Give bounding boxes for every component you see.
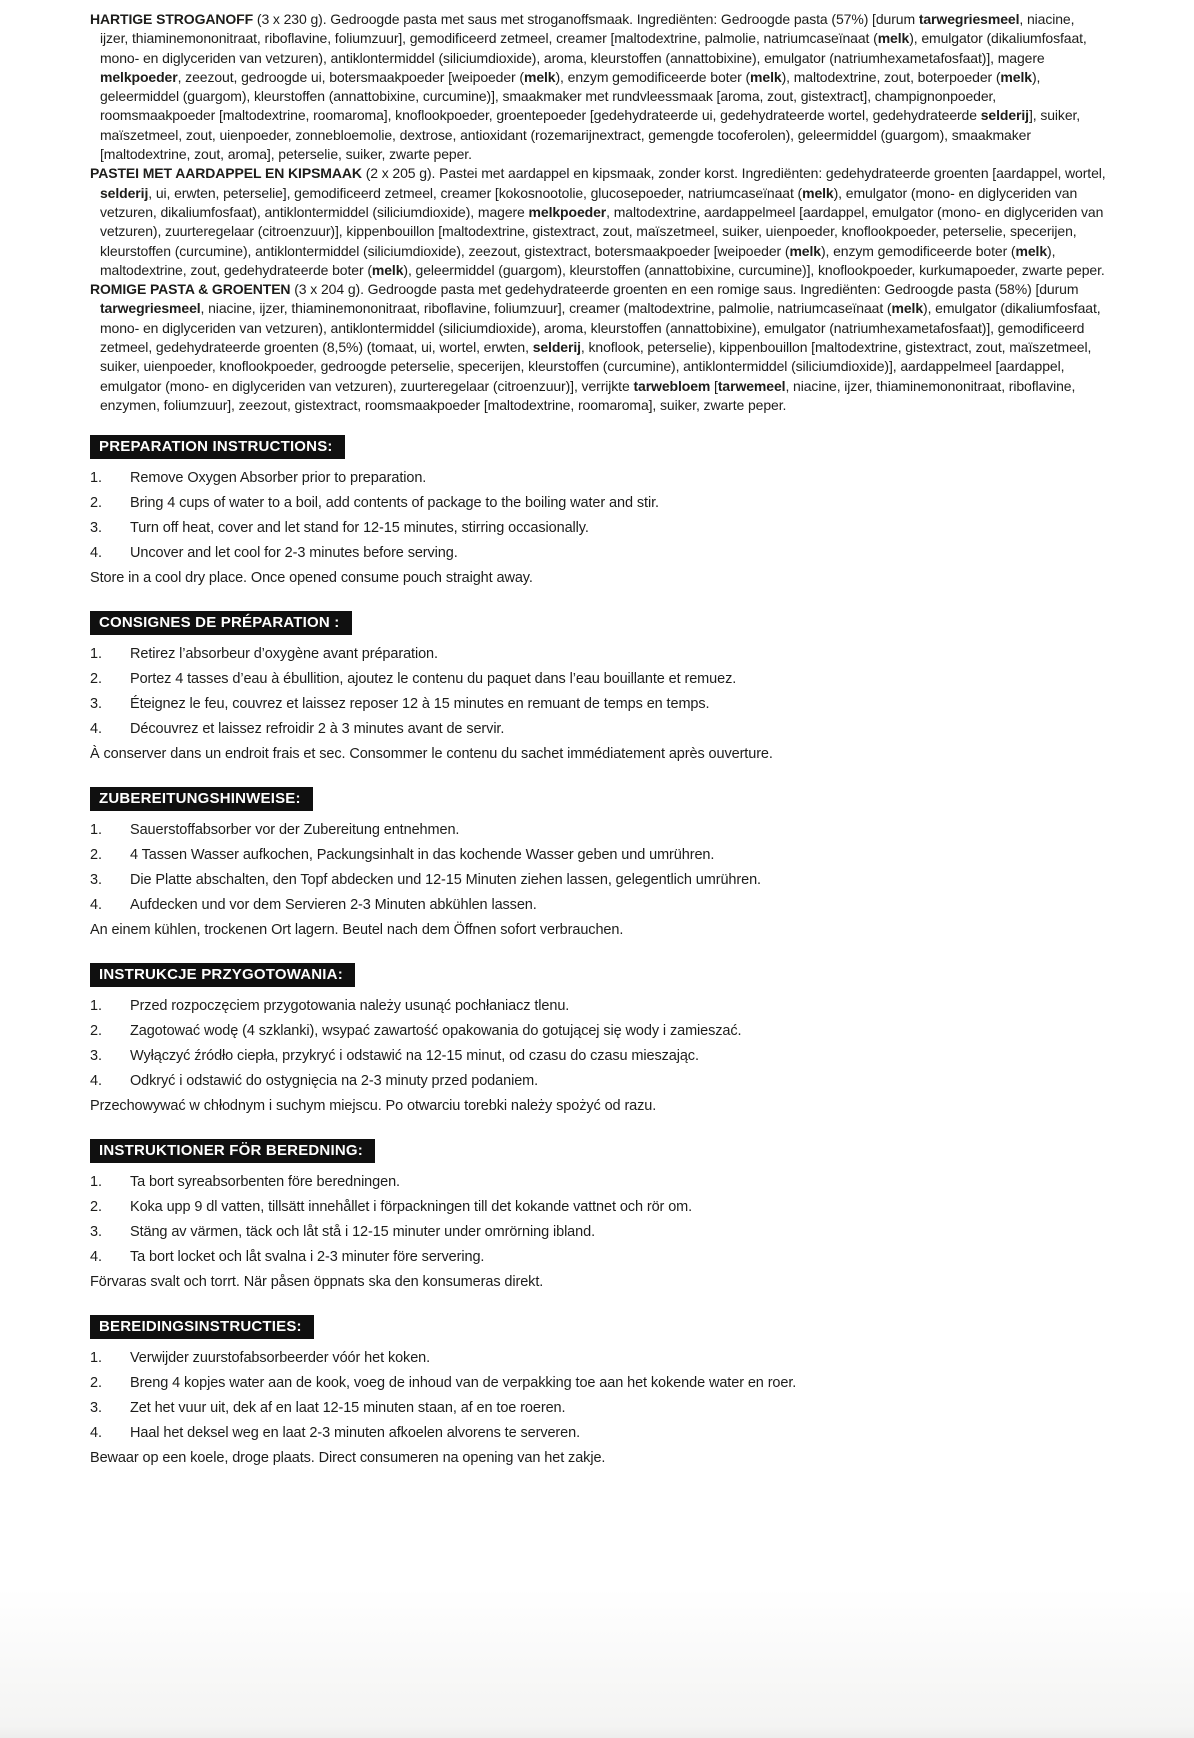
instruction-step bbox=[90, 516, 1106, 541]
instruction-step bbox=[90, 818, 1106, 843]
step-number: 4. bbox=[90, 721, 102, 738]
step-text: 4 Tassen Wasser aufkochen, Packungsinhalt in das kochende Wasser geben und umrühren. bbox=[130, 847, 715, 864]
step-text: Zet het vuur uit, dek af en laat 12-15 minuten staan, af en toe roeren. bbox=[130, 1400, 566, 1417]
instruction-step bbox=[90, 1170, 1106, 1195]
instruction-step bbox=[90, 1245, 1106, 1270]
step-number: 4. bbox=[90, 545, 102, 562]
instruction-step bbox=[90, 491, 1106, 516]
step-number: 1. bbox=[90, 470, 102, 487]
section-header-bar bbox=[90, 611, 352, 635]
product-ingredients-paragraph-hartige-stroganoff: HARTIGE STROGANOFF (3 x 230 g). Gedroogde pasta met saus met stroganoffsmaak. Ingrediënten: Gedroogde pasta (57%) [durum tarwegriesmeel, niacine, ijzer, thiaminemononitraat, riboflavine, foliumzuur], gemodificeerd zetmeel, creamer [maltodextrine, palmolie, natriumcaseïnaat (melk), emulgator (dikaliumfosfaat, mono- en diglyceriden van vetzuren), antiklontermiddel (siliciumdioxide), aroma, kleurstoffen (annattobixine), emulgator (natriumhexametafosfaat)], magere melkpoeder, zeezout, gedroogde ui, botersmaakpoeder [weipoeder (melk), enzym gemodificeerde boter (melk), maltodextrine, zout, boterpoeder (melk), geleermiddel (guargom), kleurstoffen (annattobixine, curcumine)], smaakmaker met rundvleessmaak [aroma, zout, gistextract], champignonpoeder, roomsmaakpoeder [maltodextrine, roomaroma], knoflookpoeder, groentepoeder [gedehydrateerde ui, gedehydrateerde wortel, gedehydrateerde selderij], suiker, maïszetmeel, zout, uienpoeder, zonnebloemolie, dextrose, antioxidant (rozemarijnextract, gemengde tocoferolen), geleermiddel (guargom), smaakmaker [maltodextrine, zout, aroma], peterselie, suiker, zwarte peper. bbox=[90, 11, 1087, 163]
step-number: 4. bbox=[90, 1249, 102, 1266]
step-number: 2. bbox=[90, 1199, 102, 1216]
instruction-step bbox=[90, 893, 1106, 918]
step-text: Verwijder zuurstofabsorbeerder vóór het koken. bbox=[130, 1350, 431, 1367]
step-number: 4. bbox=[90, 897, 102, 914]
ingredients-paragraphs bbox=[90, 10, 1106, 415]
section-header-label: PREPARATION INSTRUCTIONS: bbox=[99, 438, 333, 456]
instruction-step bbox=[90, 1220, 1106, 1245]
step-text: Przed rozpoczęciem przygotowania należy usunąć pochłaniacz tlenu. bbox=[130, 998, 570, 1015]
instruction-step bbox=[90, 1044, 1106, 1069]
instructions-section-nl bbox=[90, 1315, 1106, 1471]
step-text: Portez 4 tasses d’eau à ébullition, ajoutez le contenu du paquet dans l’eau bouillante et remuez. bbox=[130, 671, 737, 688]
step-text: Koka upp 9 dl vatten, tillsätt innehållet i förpackningen till det kokande vattnet och rör om. bbox=[130, 1199, 693, 1216]
storage-note: Förvaras svalt och torrt. När påsen öppnats ska den konsumeras direkt. bbox=[90, 1274, 544, 1291]
section-header-label: BEREIDINGSINSTRUCTIES: bbox=[99, 1318, 302, 1336]
section-header-label: INSTRUKTIONER FÖR BEREDNING: bbox=[99, 1142, 363, 1160]
step-number: 4. bbox=[90, 1425, 102, 1442]
instruction-step bbox=[90, 994, 1106, 1019]
step-text: Stäng av värmen, täck och låt stå i 12-15 minuter under omrörning ibland. bbox=[130, 1224, 596, 1241]
step-text: Bring 4 cups of water to a boil, add contents of package to the boiling water and stir. bbox=[130, 495, 659, 512]
step-number: 2. bbox=[90, 1375, 102, 1392]
section-header-label: ZUBEREITUNGSHINWEISE: bbox=[99, 790, 301, 808]
instruction-step bbox=[90, 843, 1106, 868]
step-text: Aufdecken und vor dem Servieren 2-3 Minuten abkühlen lassen. bbox=[130, 897, 537, 914]
step-number: 2. bbox=[90, 847, 102, 864]
storage-note: An einem kühlen, trockenen Ort lagern. Beutel nach dem Öffnen sofort verbrauchen. bbox=[90, 922, 624, 939]
instruction-step bbox=[90, 1371, 1106, 1396]
instructions-section-pl bbox=[90, 963, 1106, 1119]
section-header-bar bbox=[90, 1315, 314, 1339]
instruction-step bbox=[90, 1019, 1106, 1044]
step-text: Breng 4 kopjes water aan de kook, voeg de inhoud van de verpakking toe aan het kokende water en roer. bbox=[130, 1375, 797, 1392]
step-number: 2. bbox=[90, 1023, 102, 1040]
step-number: 3. bbox=[90, 1224, 102, 1241]
section-header-bar bbox=[90, 435, 345, 459]
steps-list bbox=[90, 1346, 1106, 1446]
storage-note: À conserver dans un endroit frais et sec. Consommer le contenu du sachet immédiatement après ouverture. bbox=[90, 746, 773, 763]
step-number: 4. bbox=[90, 1073, 102, 1090]
step-number: 2. bbox=[90, 495, 102, 512]
instruction-step bbox=[90, 868, 1106, 893]
step-text: Wyłączyć źródło ciepła, przykryć i odstawić na 12-15 minut, od czasu do czasu mieszając. bbox=[130, 1048, 699, 1065]
instruction-step bbox=[90, 1421, 1106, 1446]
instruction-step bbox=[90, 717, 1106, 742]
step-text: Sauerstoffabsorber vor der Zubereitung entnehmen. bbox=[130, 822, 460, 839]
steps-list bbox=[90, 1170, 1106, 1270]
step-number: 3. bbox=[90, 1400, 102, 1417]
steps-list bbox=[90, 818, 1106, 918]
step-number: 1. bbox=[90, 646, 102, 663]
step-text: Zagotować wodę (4 szklanki), wsypać zawartość opakowania do gotującej się wody i zamieszać. bbox=[130, 1023, 742, 1040]
preparation-sections bbox=[90, 435, 1106, 1471]
step-number: 3. bbox=[90, 1048, 102, 1065]
steps-list bbox=[90, 994, 1106, 1094]
instructions-section-en bbox=[90, 435, 1106, 591]
storage-note: Bewaar op een koele, droge plaats. Direct consumeren na opening van het zakje. bbox=[90, 1450, 606, 1467]
step-text: Ta bort syreabsorbenten före beredningen. bbox=[130, 1174, 400, 1191]
step-text: Uncover and let cool for 2-3 minutes before serving. bbox=[130, 545, 458, 562]
product-ingredients-paragraph-romige-pasta-en-groenten: ROMIGE PASTA & GROENTEN (3 x 204 g). Gedroogde pasta met gedehydrateerde groenten en een romige saus. Ingrediënten: Gedroogde pasta (58%) [durum tarwegriesmeel, niacine, ijzer, thiaminemononitraat, riboflavine, foliumzuur], creamer (maltodextrine, palmolie, natriumcaseïnaat (melk), emulgator (dikaliumfosfaat, mono- en diglyceriden van vetzuren), antiklontermiddel (siliciumdioxide), aroma, kleurstoffen (annattobixine), emulgator (natriumhexametafosfaat)], gemodificeerd zetmeel, gedehydrateerde groenten (8,5%) (tomaat, ui, wortel, erwten, selderij, knoflook, peterselie), kippenbouillon [maltodextrine, gistextract, zout, maïszetmeel, suiker, uienpoeder, knoflookpoeder, gedroogde peterselie, specerijen, kleurstoffen (curcumine), antiklontermiddel (siliciumdioxide)], aardappelmeel [aardappel, emulgator (mono- en diglyceriden van vetzuren), zuurteregelaar (citroenzuur)], verrijkte tarwebloem [tarwemeel, niacine, ijzer, thiaminemononitraat, riboflavine, enzymen, foliumzuur], zeezout, gistextract, roomsmaakpoeder [maltodextrine, roomaroma], suiker, zwarte peper. bbox=[90, 281, 1101, 413]
step-text: Die Platte abschalten, den Topf abdecken und 12-15 Minuten ziehen lassen, gelegentlich umrühren. bbox=[130, 872, 761, 889]
instruction-step bbox=[90, 1396, 1106, 1421]
section-header-label: CONSIGNES DE PRÉPARATION : bbox=[99, 614, 340, 632]
instruction-step bbox=[90, 1195, 1106, 1220]
section-header-bar bbox=[90, 787, 313, 811]
step-text: Retirez l’absorbeur d’oxygène avant préparation. bbox=[130, 646, 438, 663]
step-number: 1. bbox=[90, 1350, 102, 1367]
step-text: Odkryć i odstawić do ostygnięcia na 2-3 minuty przed podaniem. bbox=[130, 1073, 539, 1090]
instruction-step bbox=[90, 667, 1106, 692]
section-header-bar bbox=[90, 963, 355, 987]
storage-note: Przechowywać w chłodnym i suchym miejscu. Po otwarciu torebki należy spożyć od razu. bbox=[90, 1098, 657, 1115]
section-header-label: INSTRUKCJE PRZYGOTOWANIA: bbox=[99, 966, 343, 984]
step-number: 1. bbox=[90, 822, 102, 839]
step-number: 1. bbox=[90, 998, 102, 1015]
section-header-bar bbox=[90, 1139, 375, 1163]
page-bottom-shade bbox=[0, 1588, 1194, 1738]
instruction-step bbox=[90, 692, 1106, 717]
step-number: 2. bbox=[90, 671, 102, 688]
step-text: Remove Oxygen Absorber prior to preparation. bbox=[130, 470, 427, 487]
product-ingredients-paragraph-pastei-met-aardappel-en-kipsmaak: PASTEI MET AARDAPPEL EN KIPSMAAK (2 x 205 g). Pastei met aardappel en kipsmaak, zonder korst. Ingrediënten: gedehydrateerde groenten [aardappel, wortel, selderij, ui, erwten, peterselie], gemodificeerd zetmeel, creamer [kokosnootolie, glucosepoeder, natriumcaseïnaat (melk), emulgator (mono- en diglyceriden van vetzuren, dikaliumfosfaat), antiklontermiddel (siliciumdioxide), magere melkpoeder, maltodextrine, aardappelmeel [aardappel, emulgator (mono- en diglyceriden van vetzuren), zuurteregelaar (citroenzuur)], kippenbouillon [maltodextrine, gistextract, zout, maïszetmeel, suiker, uienpoeder, knoflookpoeder, peterselie, specerijen, kleurstoffen (curcumine), antiklontermiddel (siliciumdioxide), zeezout, gistextract, botersmaakpoeder [weipoeder (melk), enzym gemodificeerde boter (melk), maltodextrine, zout, gedehydrateerde boter (melk), geleermiddel (guargom), kleurstoffen (annattobixine, curcumine)], knoflookpoeder, kurkumapoeder, zwarte peper. bbox=[90, 165, 1106, 278]
step-number: 3. bbox=[90, 872, 102, 889]
step-number: 3. bbox=[90, 696, 102, 713]
instruction-step bbox=[90, 1069, 1106, 1094]
step-text: Découvrez et laissez refroidir 2 à 3 minutes avant de servir. bbox=[130, 721, 505, 738]
step-text: Éteignez le feu, couvrez et laissez reposer 12 à 15 minutes en remuant de temps en temps. bbox=[130, 696, 710, 713]
step-text: Haal het deksel weg en laat 2-3 minuten afkoelen alvorens te serveren. bbox=[130, 1425, 581, 1442]
storage-note: Store in a cool dry place. Once opened consume pouch straight away. bbox=[90, 570, 533, 587]
instruction-step bbox=[90, 541, 1106, 566]
steps-list bbox=[90, 466, 1106, 566]
instruction-step bbox=[90, 642, 1106, 667]
step-text: Ta bort locket och låt svalna i 2-3 minuter före servering. bbox=[130, 1249, 485, 1266]
steps-list bbox=[90, 642, 1106, 742]
step-text: Turn off heat, cover and let stand for 12-15 minutes, stirring occasionally. bbox=[130, 520, 589, 537]
instructions-section-de bbox=[90, 787, 1106, 943]
instructions-section-fr bbox=[90, 611, 1106, 767]
step-number: 3. bbox=[90, 520, 102, 537]
instruction-step bbox=[90, 466, 1106, 491]
instruction-step bbox=[90, 1346, 1106, 1371]
step-number: 1. bbox=[90, 1174, 102, 1191]
instructions-section-sv bbox=[90, 1139, 1106, 1295]
